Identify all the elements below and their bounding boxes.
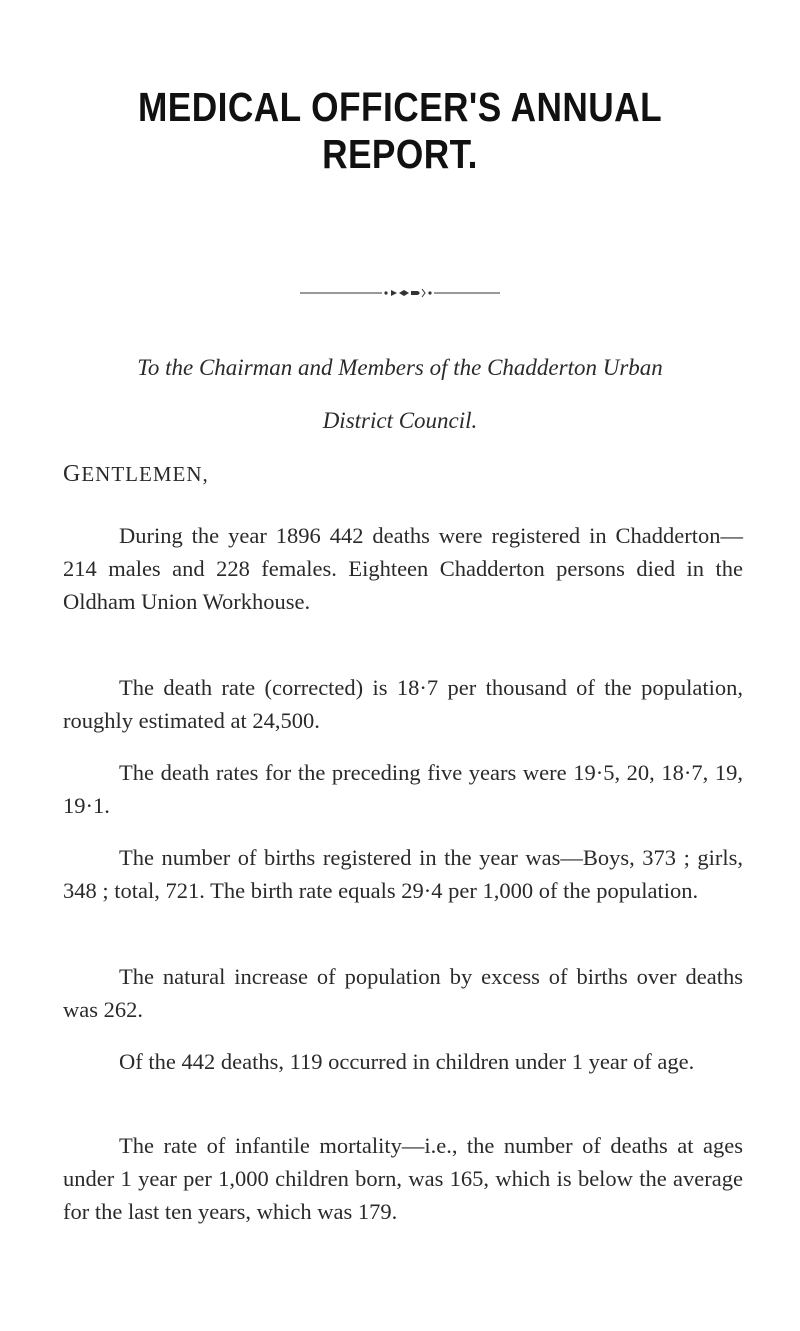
salutation-rest: ENTLEMEN, — [81, 462, 209, 486]
address-line-1: To the Chairman and Members of the Chadderton Urban — [137, 355, 663, 380]
paragraph-death-rate: The death rate (corrected) is 18·7 per thousand of the population, roughly estimated at 24,500. — [63, 675, 743, 733]
paragraph-natural-increase: The natural increase of population by excess of births over deaths was 262. — [63, 964, 743, 1022]
report-title: MEDICAL OFFICER'S ANNUAL REPORT. — [137, 84, 663, 177]
paragraph-infant-deaths: Of the 442 deaths, 119 occurred in children under 1 year of age. — [119, 1049, 695, 1074]
ornament-divider-icon — [300, 286, 500, 300]
paragraph-births: The number of births registered in the year was—Boys, 373 ; girls, 348 ; total, 721. The birth rate equals 29·4 per 1,000 of the population. — [63, 845, 743, 903]
paragraph-preceding-rates: The death rates for the preceding five years were 19·5, 20, 18·7, 19, 19·1. — [63, 760, 743, 818]
paragraph-deaths: During the year 1896 442 deaths were registered in Chadderton—214 males and 228 females. Eighteen Chadderton persons died in the Oldham Union Workhouse. — [63, 523, 743, 614]
salutation — [63, 461, 209, 488]
salutation-initial: G — [63, 461, 82, 487]
address-line-2: District Council. — [322, 408, 478, 433]
paragraph-infantile-mortality: The rate of infantile mortality—i.e., the number of deaths at ages under 1 year per 1,000 children born, was 165, which is below the average for the last ten years, which was 179. — [63, 1133, 743, 1224]
